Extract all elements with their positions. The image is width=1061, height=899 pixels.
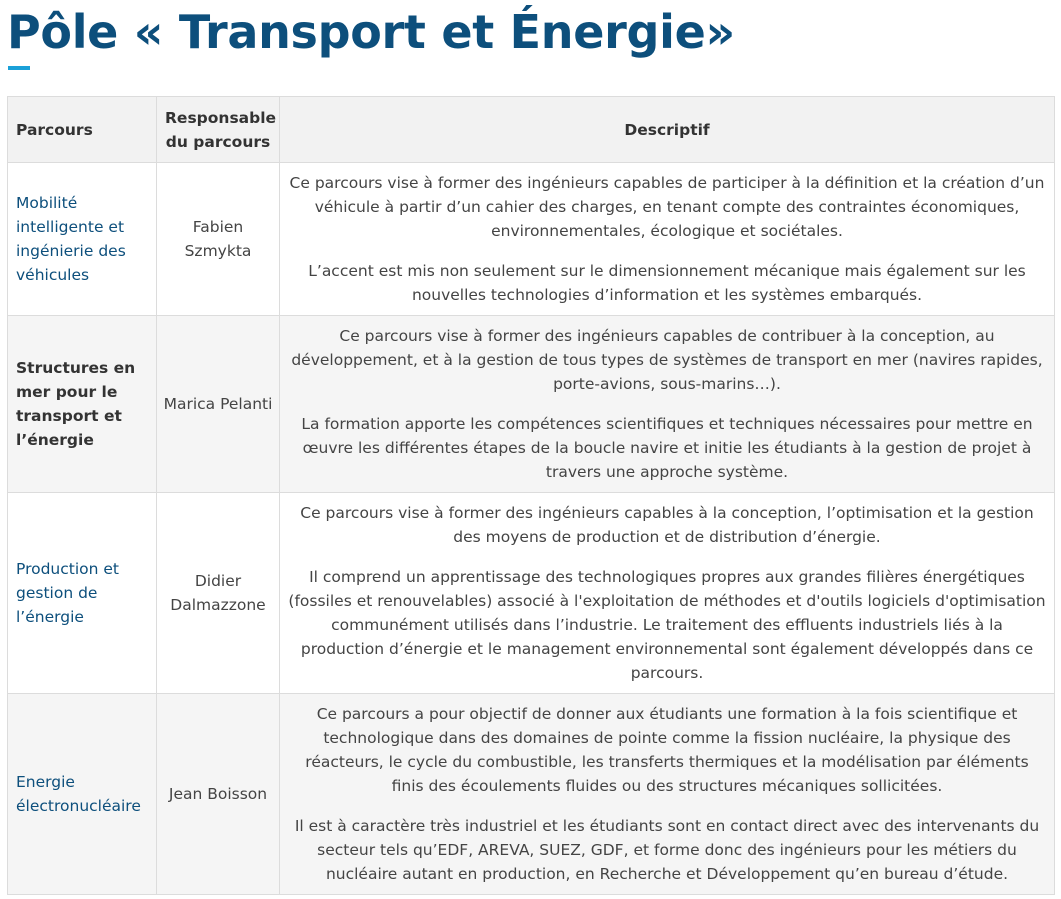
header-parcours: Parcours [8,97,157,163]
descriptif-paragraph: Ce parcours a pour objectif de donner aux étudiants une formation à la fois scientifique et technologique dans des domaines de pointe comme la fission nucléaire, la physique des réacteurs, le cycle du combustible, les transferts thermiques et la modélisation par éléments finis des écoulements fluides ou des structures mécaniques sollicitées. [305,705,1029,795]
descriptif-cell [280,493,1055,694]
descriptif-cell [280,163,1055,316]
parcours-table [7,96,1055,895]
header-descriptif: Descriptif [280,97,1055,163]
parcours-cell [8,493,157,694]
table-row [8,493,1055,694]
descriptif-paragraph: La formation apporte les compétences scientifiques et techniques nécessaires pour mettre en œuvre les différentes étapes de la boucle navire et initie les étudiants à la gestion de projet à travers une approche système. [301,415,1033,481]
parcours-cell [8,163,157,316]
responsable-cell: Jean Boisson [157,694,280,895]
descriptif-cell [280,316,1055,493]
responsable-cell: Fabien Szmykta [157,163,280,316]
table-row [8,694,1055,895]
descriptif-cell [280,694,1055,895]
table-row [8,163,1055,316]
descriptif-paragraph: Ce parcours vise à former des ingénieurs capables de participer à la définition et la création d’un véhicule à partir d’un cahier des charges, en tenant compte des contraintes économiques, environnementales, écologique et sociétales. [289,174,1045,240]
parcours-link-production[interactable]: Production et gestion de l’énergie [16,560,120,626]
descriptif-paragraph: L’accent est mis non seulement sur le dimensionnement mécanique mais également sur les nouvelles technologies d’information et les systèmes embarqués. [308,262,1026,304]
header-responsable: Responsable du parcours [157,97,280,163]
responsable-cell: Marica Pelanti [157,316,280,493]
responsable-cell: Didier Dalmazzone [157,493,280,694]
descriptif-paragraph: Il comprend un apprentissage des technologiques propres aux grandes filières énergétiques (fossiles et renouvelables) associé à l'exploitation de méthodes et d'outils logiciels d'optimisation communément utilisés dans l’industrie. Le traitement des effluents industriels liés à la production d’énergie et le management environnemental sont également développés dans ce parcours. [288,568,1046,682]
parcours-cell [8,694,157,895]
page-title: Pôle « Transport et Énergie» [7,5,735,59]
parcours-name-structures: Structures en mer pour le transport et l’énergie [16,359,136,449]
parcours-cell [8,316,157,493]
descriptif-paragraph: Ce parcours vise à former des ingénieurs capables à la conception, l’optimisation et la gestion des moyens de production et de distribution d’énergie. [300,504,1034,546]
parcours-link-mobilite[interactable]: Mobilité intelligente et ingénierie des véhicules [16,194,126,284]
title-underline [8,66,30,70]
descriptif-paragraph: Ce parcours vise à former des ingénieurs capables de contribuer à la conception, au développement, et à la gestion de tous types de systèmes de transport en mer (navires rapides, porte-avions, sous-marins…). [291,327,1043,393]
descriptif-paragraph: Il est à caractère très industriel et les étudiants sont en contact direct avec des intervenants du secteur tels qu’EDF, AREVA, SUEZ, GDF, et forme donc des ingénieurs pour les métiers du nucléaire autant en production, en Recherche et Développement qu’en bureau d’étude. [294,817,1040,883]
parcours-link-electronucleaire[interactable]: Energie électronucléaire [16,773,141,815]
table-header-row [8,97,1055,163]
table-row [8,316,1055,493]
